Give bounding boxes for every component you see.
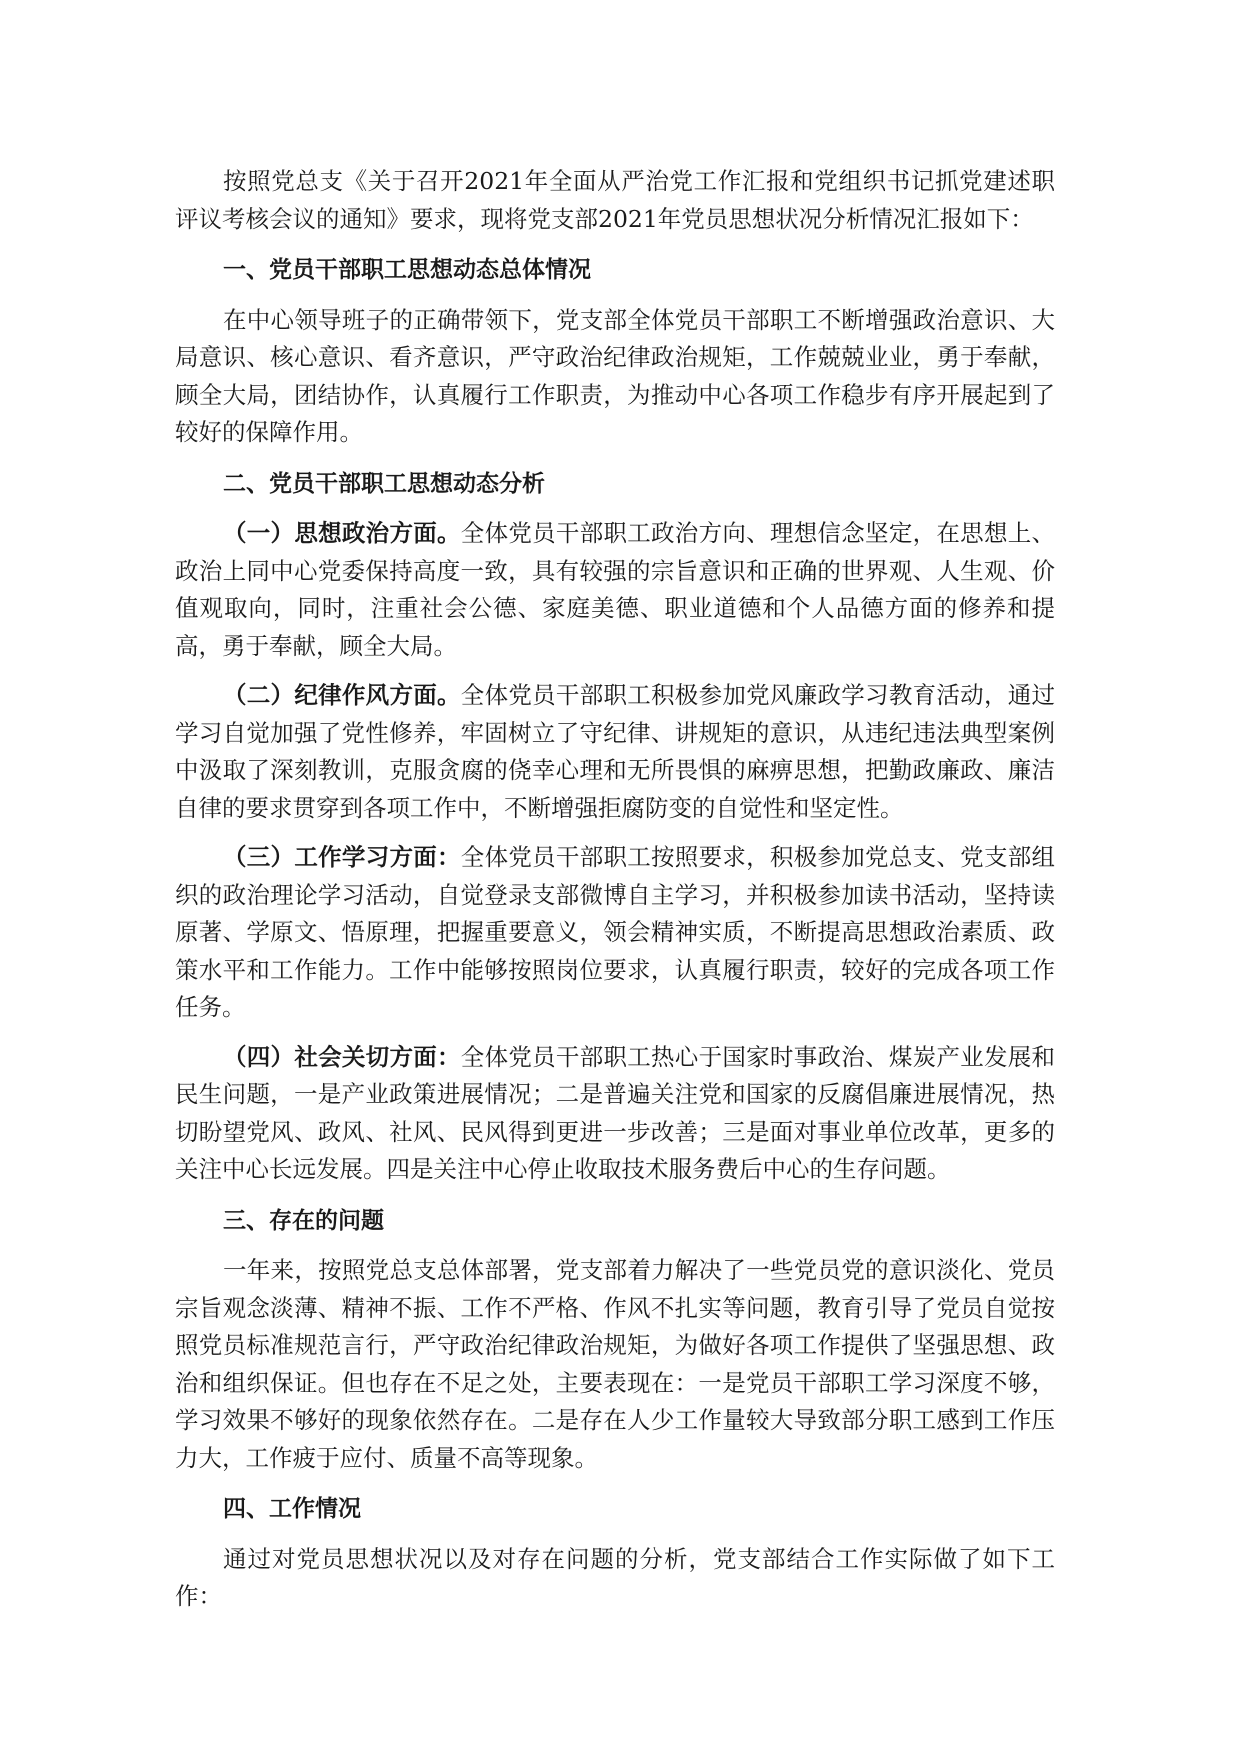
item-lead: （三）工作学习方面： <box>223 843 461 871</box>
section-2-item-2 <box>175 677 1055 827</box>
section-4-paragraph: 通过对党员思想状况以及对存在问题的分析，党支部结合工作实际做了如下工作： <box>175 1544 1055 1610</box>
item-text: 全体党员干部职工按照要求，积极参加党总支、党支部组织的政治理论学习活动，自觉登录支部微博自主学习，并积极参加读书活动，坚持读原著、学原文、悟原理，把握重要意义，领会精神实质，不断提高思想政治素质、政策水平和工作能力。工作中能够按照岗位要求，认真履行职责，较好的完成各项工作任务。 <box>175 843 1056 1021</box>
section-2-heading: 二、党员干部职工思想动态分析 <box>223 470 545 497</box>
section-2-item-3 <box>175 839 1055 1027</box>
item-text: 全体党员干部职工积极参加党风廉政学习教育活动，通过学习自觉加强了党性修养，牢固树立了守纪律、讲规矩的意识，从违纪违法典型案例中汲取了深刻教训，克服贪腐的侥幸心理和无所畏惧的麻痹思想，把勤政廉政、廉洁自律的要求贯穿到各项工作中，不断增强拒腐防变的自觉性和坚定性。 <box>175 681 1056 822</box>
item-text: 全体党员干部职工热心于国家时事政治、煤炭产业发展和民生问题，一是产业政策进展情况；二是普遍关注党和国家的反腐倡廉进展情况，热切盼望党风、政风、社风、民风得到更进一步改善；三是面对事业单位改革，更多的关注中心长远发展。四是关注中心停止收取技术服务费后中心的生存问题。 <box>175 1042 1056 1183</box>
section-2-item-4 <box>175 1039 1055 1189</box>
section-3-paragraph: 一年来，按照党总支总体部署，党支部着力解决了一些党员党的意识淡化、党员宗旨观念淡薄、精神不振、工作不严格、作风不扎实等问题，教育引导了党员自觉按照党员标准规范言行，严守政治纪律政治规矩，为做好各项工作提供了坚强思想、政治和组织保证。但也存在不足之处，主要表现在：一是党员干部职工学习深度不够，学习效果不够好的现象依然存在。二是存在人少工作量较大导致部分职工感到工作压力大，工作疲于应付、质量不高等现象。 <box>175 1256 1055 1472</box>
section-3-heading: 三、存在的问题 <box>223 1207 384 1234</box>
section-1-paragraph: 在中心领导班子的正确带领下，党支部全体党员干部职工不断增强政治意识、大局意识、核心意识、看齐意识，严守政治纪律政治规矩，工作兢兢业业，勇于奉献，顾全大局，团结协作，认真履行工作职责，为推动中心各项工作稳步有序开展起到了较好的保障作用。 <box>175 305 1055 446</box>
intro-paragraph: 按照党总支《关于召开2021年全面从严治党工作汇报和党组织书记抓党建述职评议考核会议的通知》要求，现将党支部2021年党员思想状况分析情况汇报如下： <box>175 167 1055 233</box>
item-lead: （一）思想政治方面。 <box>223 519 461 547</box>
section-2-item-1 <box>175 515 1055 665</box>
item-lead: （二）纪律作风方面。 <box>223 681 461 709</box>
item-text: 全体党员干部职工政治方向、理想信念坚定，在思想上、政治上同中心党委保持高度一致，具有较强的宗旨意识和正确的世界观、人生观、价值观取向，同时，注重社会公德、家庭美德、职业道德和个人品德方面的修养和提高，勇于奉献，顾全大局。 <box>175 519 1056 660</box>
section-4-heading: 四、工作情况 <box>223 1496 361 1522</box>
section-1-heading: 一、党员干部职工思想动态总体情况 <box>223 257 591 283</box>
document-page <box>175 163 1055 1616</box>
item-lead: （四）社会关切方面： <box>223 1042 461 1071</box>
